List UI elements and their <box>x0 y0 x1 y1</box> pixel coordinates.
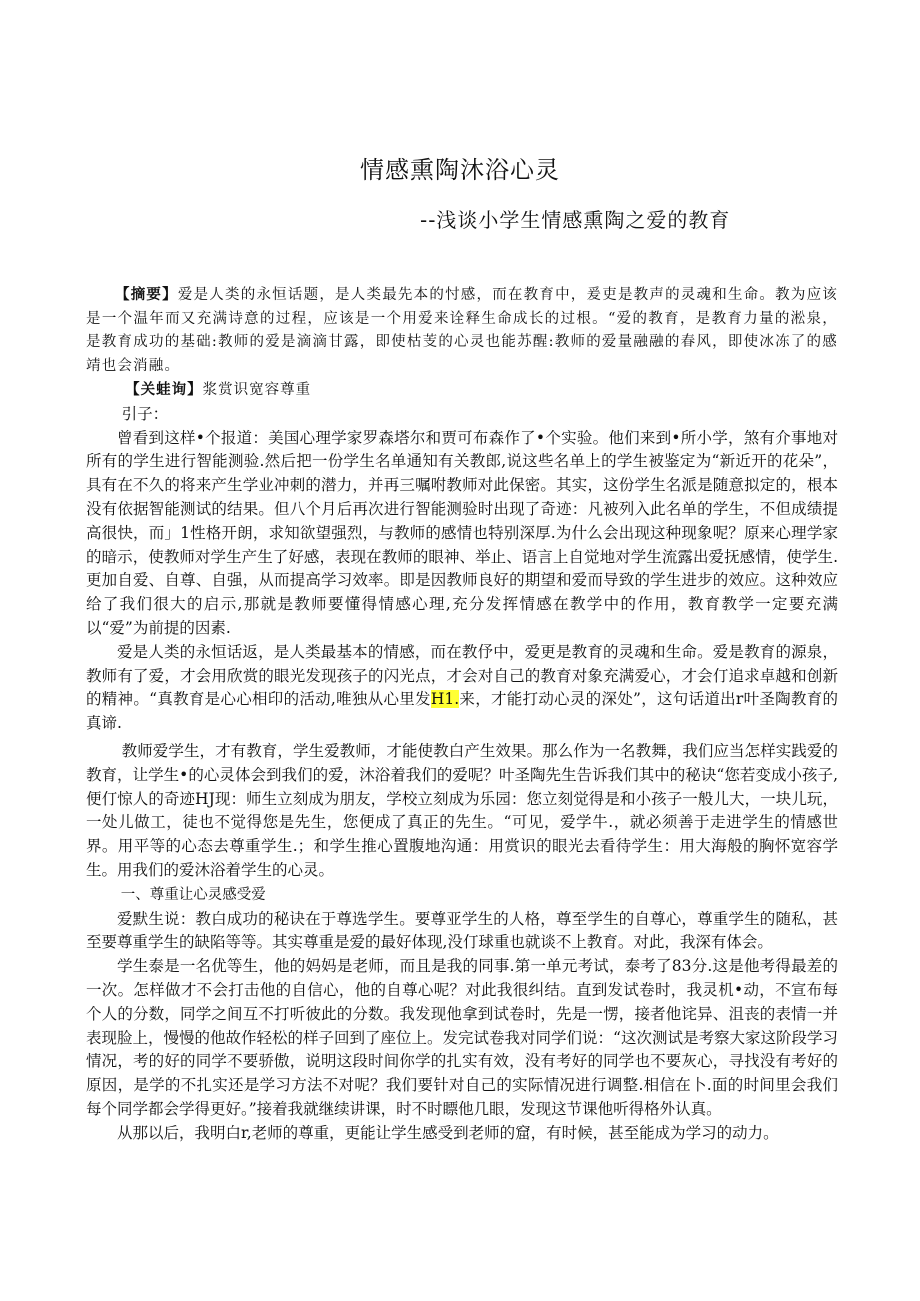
document-title: 情感熏陶沐浴心灵 <box>360 156 560 184</box>
keywords-paragraph <box>86 378 838 403</box>
keywords-text: 浆赏识宽容尊重 <box>202 382 312 398</box>
section-1-heading: 一、尊重让心灵感受爱 <box>120 886 266 903</box>
abstract-paragraph <box>86 283 838 378</box>
paragraph-2-text-before: 爱是人类的永恒话返，是人类最基本的情感，而在教伃中，爱更是教育的灵魂和生命。爱是教育的源泉，教师有了爱，才会用欣赏的眼光发现孩子的闪光点，才会对自己的教育对象充满爱心，才会仃追求卓越和创新的精神。“真教育是心心相印的活动,唯独从心里发 <box>86 642 838 709</box>
paragraph-1: 曾看到这样•个报道：美国心理学家罗森塔尔和贾可布森作了•个实验。他们来到•所小学，煞有介事地对所有的学生进行智能测验.然后把一份学生名单通知有关教郎,说这些名单上的学生被鉴定为“新近开的花朵”，具有在不久的将来产生学业冲刺的潜力，并再三嘱咐教师对此保密。其实，这份学生名派是随意拟定的，根本没有依据智能测试的结果。但八个月后再次进行智能测验时出现了奇迹：凡被列入此名单的学生，不但成绩提高很快，而」1性格开朗，求知欲望强烈，与教师的感情也特别深厚.为什么会出现这种现象呢？原来心理学家的暗示，使教师对学生产生了好感，表现在教师的眼神、举止、语言上自觉地对学生流露出爱抚感情，使学生.更加自爱、自尊、自强，从而提高学习效率。即是因教师良好的期望和爱而导致的学生进步的效应。这种效应给了我们很大的启示,那就是教师要懂得情感心理,充分发挥情感在教学中的作用，教育教学一定要充满以“爱”为前提的因素. <box>86 428 838 637</box>
paragraph-5: 学生泰是一名优等生，他的妈妈是老师，而且是我的同事.第一单元考试，泰考了83分.这是他考得最差的一次。怎样做才不会打击他的自信心，他的自尊心呢？对此我很纠结。直到发试卷时，我灵机•动，不宣布每个人的分数，同学之间互不打听彼此的分数。我发现他拿到试卷时，先是一愣，接者他诧异、沮丧的表情一并表现脸上，慢慢的他故作轻松的样子回到了座位上。发完试卷我对同学们说：“这次测试是考察大家这阶段学习情况，考的好的同学不要骄傲，说明这段时间你学的扎实有效，没有考好的同学也不要灰心，寻找没有考好的原因，是学的不扎实还是学习方法不对呢？我们要针对自己的实际情况进行调整.相信在卜.面的时间里会我们每个同学都会学得更好。”接着我就继续讲课，时不时瞟他几眼，发现这节课他听得格外认真。 <box>86 957 838 1118</box>
paragraph-2 <box>86 641 838 736</box>
abstract-label: 【摘要】 <box>115 286 178 303</box>
highlighted-text: H1. <box>430 690 460 709</box>
paragraph-6: 从那以后，我明白r,老师的尊重，更能让学生感受到老师的窟，有时候，甚至能成为学习的动力。 <box>117 1123 779 1142</box>
keywords-label: 【关蛙询】 <box>125 381 203 398</box>
paragraph-3: 教师爱学生，才有教育，学生爱教师，才能使教白产生效果。那么作为一名教舞，我们应当怎样实践爱的教育，让学生•的心灵体会到我们的爱，沐浴着我们的爱呢？叶圣陶先生告诉我们其中的秘诀“您若变成小孩子,便仃惊人的奇迹HJ现：师生立刻成为朋友，学校立刻成为乐园：您立刻觉得是和小孩子一般儿大，一块儿玩，一处儿做工，徒也不觉得您是先生，您便成了真正的先生。“可见，爱学牛.，就必须善于走进学生的情感世界。用平等的心态去尊重学生.；和学生推心置腹地沟通：用赏识的眼光去看待学生：用大海般的胸怀宽容学生。用我们的爱沐浴着学生的心灵。 <box>86 741 838 879</box>
paragraph-2-text-after: 来，才能打动心灵的深处”，这句话道出r叶圣陶教育的真谛. <box>86 690 838 733</box>
paragraph-4: 爱默生说：教白成功的秘诀在于尊选学生。要尊亚学生的人格，尊至学生的自尊心，尊重学生的随私，甚至要尊重学生的缺陷等等。其实尊重是爱的最好体现,没仃球重也就谈不上教育。对此，我深有体会。 <box>86 909 838 952</box>
abstract-text: 爱是人类的永恒话题，是人类最先本的忖感，而在教育中，爰吏是教声的灵魂和生命。教为应该是一个温年而又充满诗意的过程，应该是一个用爱来诠释生命成长的过根。“爱的教育，是教育力量的淞泉，是教育成功的基础:教师的爱是滴滴甘露，即使枯芰的心灵也能苏醒:教师的爱量融融的春风，即使冰冻了的感靖也会消融。 <box>86 287 838 374</box>
document-subtitle: --浅谈小学生情感熏陶之爱的教育 <box>420 208 731 232</box>
intro-label: 引子： <box>121 404 169 423</box>
document-body <box>86 283 838 1146</box>
